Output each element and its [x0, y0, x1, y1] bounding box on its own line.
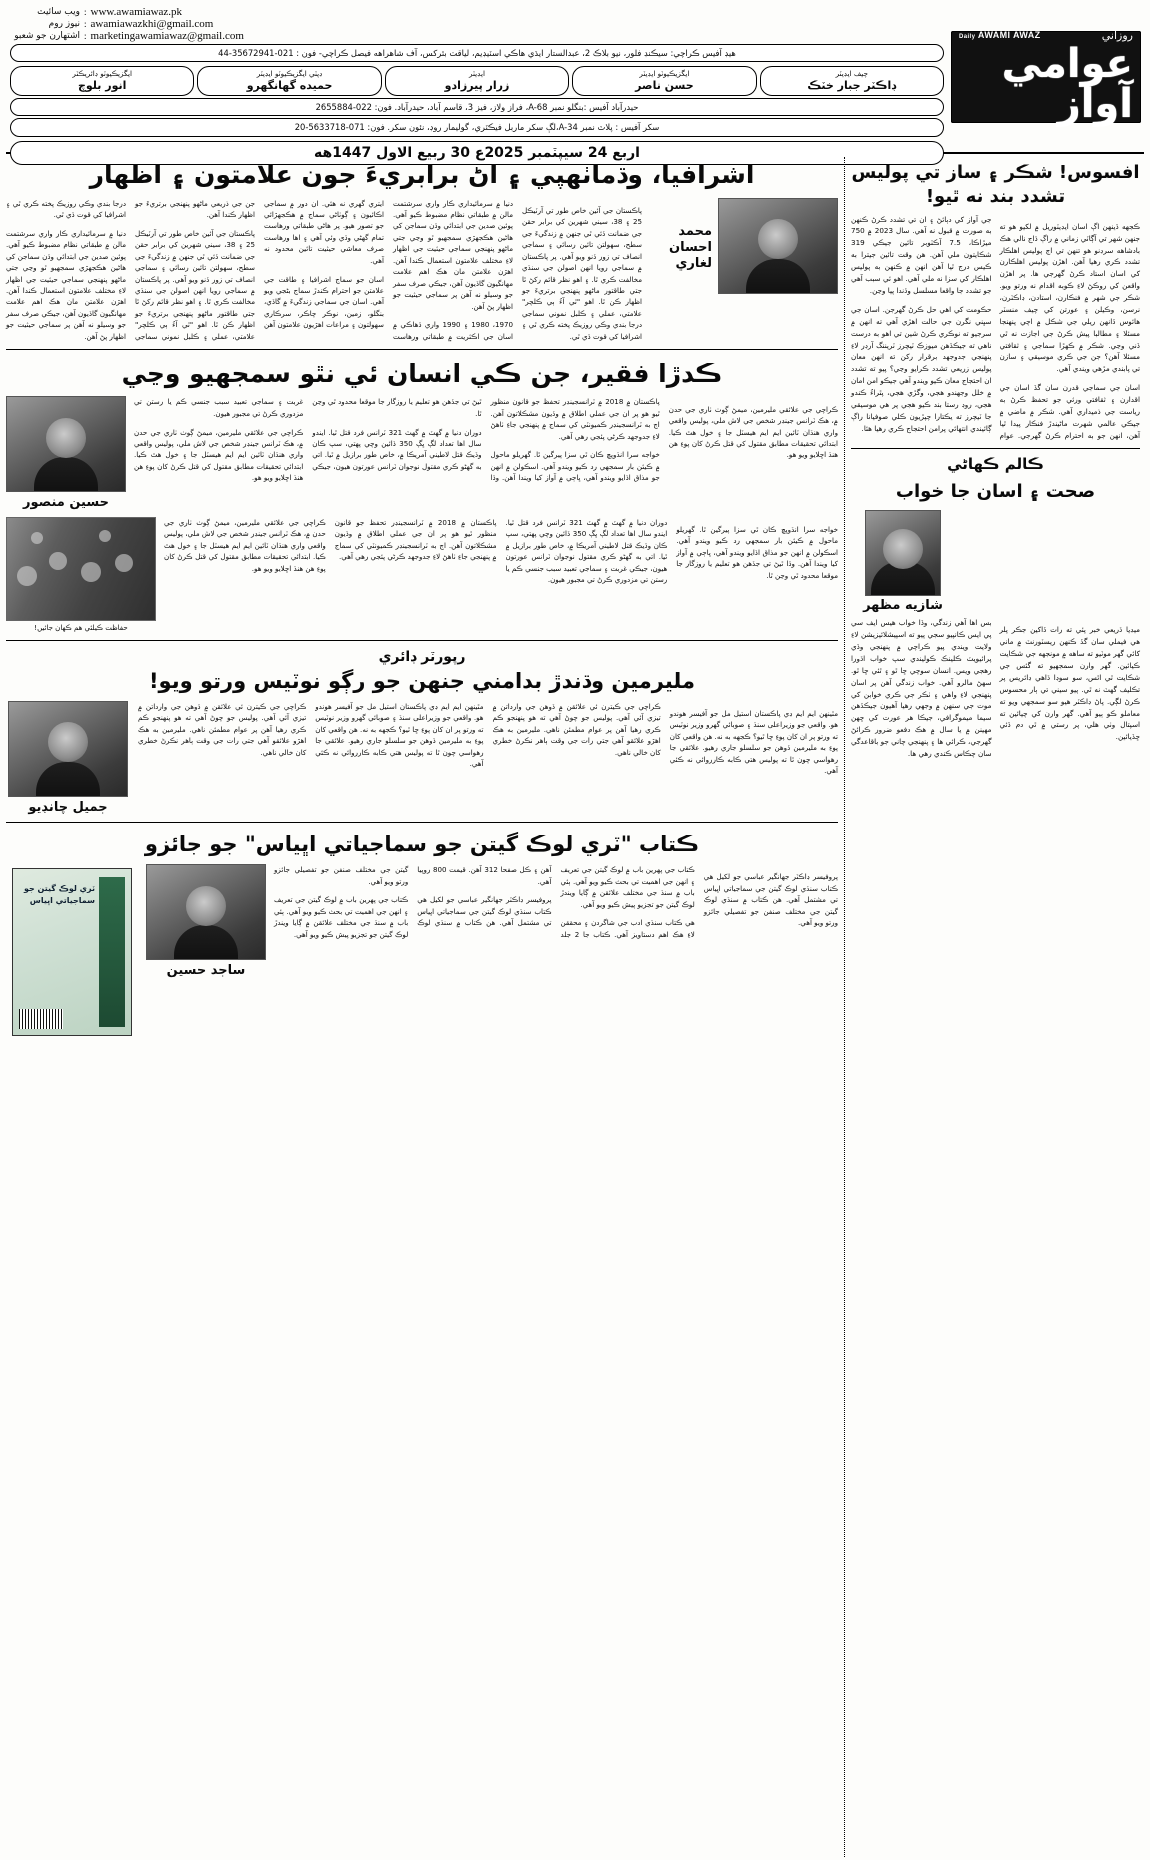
editorial-headline: افسوس! شڪر ۽ ساز تي پوليس تشدد بند نه ٿيو! [851, 162, 1140, 208]
article-para: ڪتاب جي پهرين باب ۾ لوڪ گيتن جي تعريف ۽ انهن جي اهميت تي بحث ڪيو ويو آهي. ٻئي باب ۾ سنڌ جي مختلف علائقن ۾ ڳايا ويندڙ لوڪ گيتن جو تجزيو پيش ڪيو ويو آهي. [274, 895, 409, 939]
article-para: دنيا ۾ سرمائيداري ڪار واري سرشتمت مالن ۾ طبقاتي نظام مضبوط ڪيو آهي. پوئين صدين جي ابتدائي وڏن سماجن کي هاڻين هڪجهڙي سمجهيو ٿو وڃي جتي ماڻهو پنهنجي سماجي حيثيت جي اظهار لاءِ مختلف علامتون استعمال ڪندا آهن. اهڙن علامتن مان هڪ اهم علامت مهانگيون گاڏيون آهن، جيڪي صرف سفر جو وسيلو نه آهن پر سماجي حيثيت جو اظهار پڻ آهن. [393, 198, 513, 311]
protest-photo [6, 517, 156, 621]
colon: : [84, 31, 87, 41]
article-byline [6, 701, 130, 816]
article-para: پروفيسر ڊاڪٽر جهانگير عباسي جو لکيل هي ڪتاب سنڌي لوڪ گيتن جي سماجياتي اڀياس تي مشتمل آهي. هن ڪتاب ۾ سنڌي لوڪ گيتن جي مختلف صنفن جو تفصيلي جائزو ورتو ويو آهي. [274, 865, 552, 928]
article-book-review [6, 829, 838, 1851]
article-para: ڪراچي جي علائقي مليرمين، ميمڻ ڳوٺ ٺاري جي حدن ۾، هڪ ٽرانس جينڊر شخص جي لاش ملي، پوليس واقعي واري هنڌان ٽائين ايم ايم هيسٽل جا ۽ خول هٿ ڪيا. ابتدائي تحقيقات مطابق مقتول کي قتل ڪرڻ کان پوءِ هن هنڌ اڇلايو ويو هو. [134, 427, 304, 483]
column-story-byline [851, 510, 955, 614]
article-para: دوران دنيا ۾ گهٽ ۾ گهٽ 321 ٽرانس فرد قتل ٿيا. ايندو سال اها تعداد لڳ ڀڳ 350 ڏائين وچي پهتي، سپ ڪان وڌيڪ قتل لاطيني آمريڪا ۾، خاص طور برازيل ۾ ٿيا. اتي به گهڻو ڪري مقتول نوجوان ٽرانس عورتون هيون، جيڪي غربت ۽ سماجي تعبيد سبب جنسي ڪم يا رستن تي مزدوري ڪرڻ تي مجبور هيون. [134, 397, 482, 471]
staff-chief-editor [760, 66, 944, 96]
article-para: مٿينهن ايم ايم ڊي پاڪستان استيل مل جو آفيسر هوندو هو. واقعي جو وزيراعلى سنڌ ۽ صوبائي گهرو وزير نوٽيس ته ورتو پر ان کان پوءِ ڇا ٿيو؟ ڪجهه به نه. هن واقعي کان پوءِ به مليرمين ڏوهن جو سلسلو جاري رهيو. علائقي جا رهواسي چون ٿا ته پوليس هتي ڪابه ڪارروائي نه ڪئي آهي. [669, 708, 838, 776]
editorial-para-1: ڪجهه ڏينهن اڳ اسان ايڊيٽوريل ۾ لکيو هو ته جنهن شهر تي آڳاٽي زماني ۾ راڳ ڌاج نالي هڪ بادشاهه سرڊنو هو تنهن تي اڄ پوليس اهلڪار تشدد ڪري رهيا آهن. اهڙن پوليس اهلڪارن کي اسان استاد ڪرڻ گهرجي ها. پر اهڙن واقعن کي روڪڻ لاءِ ڪوبه اقدام نه ورتو ويو. شڪر جي شهر ۾ فنڪارن، استادن، ڊاڪٽرن، نرسن، وڪيلن ۽ عورتن کي چيف منسٽر هائوس ڏانهن ريلي جي شڪل ۾ اچي پنهنجا مسئلا ۽ مطالبا پيش ڪرڻ جي اجازت نه ٿي ڏني وڃي. شڪر ۾ ڪهڙا سماجي ۽ ثقافتي مسئلا آهن؟ جن جي ڪري موسيقي ۽ سازن تي پابندي مڙهي ويندي آهي. [999, 221, 1140, 374]
logo-rozani-label: روزاني [1101, 28, 1133, 42]
author-photo [865, 510, 941, 596]
staff-name: انور بلوچ [77, 79, 127, 93]
staff-role: ايگزيڪيوٽو ايڊيٽر [639, 69, 690, 79]
article-para: ڪراچي جي ڪيترن ئي علائقن ۾ ڏوهن جي وارداتن ۾ تيزي آئي آهي. پوليس جو چوڻ آهي ته هو پنهنجو ڪم ڪري رهيا آهن پر عوام مطمئن ناهي. مليرمين به هڪ اهڙو علائقو آهي جتي رات جي وقت ٻاهر نڪرڻ خطري کان خالي ناهي. [138, 701, 307, 757]
staff-name: حسن ناصر [635, 79, 694, 93]
masthead [6, 4, 1144, 161]
contact-value-website[interactable]: www.awamiawaz.pk [90, 6, 183, 18]
contact-value-newsroom[interactable]: awamiawazkhi@gmail.com [90, 18, 214, 30]
article-byline [146, 864, 266, 1040]
staff-masthead-row [10, 66, 944, 96]
office-address-sukkur: سکر آفيس : پلاٽ نمبر A-34،لڳ سکر ماربل فيڪٽري، گوليمار روڊ، نئون سکر. فون: 071-5633718-20 [10, 118, 944, 136]
article-para: ڪراچي جي علائقي مليرمين، ميمڻ ڳوٺ ٺاري جي حدن ۾، هڪ ٽرانس جينڊر شخص جي لاش ملي، پوليس واقعي واري هنڌان ٽائين ايم ايم هيسٽل جا ۽ خول هٿ ڪيا. ابتدائي تحقيقات مطابق مقتول کي قتل ڪرڻ کان پوءِ هن هنڌ اڇلايو ويو هو. [668, 404, 838, 460]
article-headline: ڪتاب "ٽري لوڪ گيتن جو سماجياتي اڀياس" جو جائزو [144, 832, 700, 857]
author-name: ساجد حسين [166, 963, 246, 979]
article-para: دنيا ۾ سرمائيداري ڪار واري سرشتمت مالن ۾ طبقاتي نظام مضبوط ڪيو آهي. پوئين صدين جي ابتدائي وڏن سماجن کي هاڻين هڪجهڙي سمجهيو ٿو وڃي جتي ماڻهو پنهنجي سماجي حيثيت جي اظهار لاءِ مختلف علامتون استعمال ڪندا آهن. اهڙن علامتن مان هڪ اهم علامت مهانگيون گاڏيون آهن، جيڪي صرف سفر جو وسيلو نه آهن پر سماجي حيثيت جو اظهار پڻ آهن. [6, 228, 126, 341]
contact-value-marketing[interactable]: marketingawamiawaz@gmail.com [90, 30, 244, 42]
article-headline: مليرمين وڌندڙ بدامني جنهن جو رڳو نوٽيس ورتو ويو! [148, 668, 696, 693]
article-byline [6, 396, 126, 511]
article-para: پاڪستان جي آئين خاص طور تي آرٽيڪل 25 ۽ 38، سيني شهرين کي برابر حقن جي ضمانت ڏئي ٿي جنهن ۾ زندگيءَ جي سطح، سهولتن تائين رسائي ۽ سماجي انصاف تي زور ڏنو ويو آهي. پر پاڪستان ۾ سماجي رويا انهن اصولن جي سنڌي مخالفت ڪري ٿا. ۽ اهو نظر قائم رکڻ ٿا جتي طاقتور ماڻهو پنهنجي برتريءَ جو اظهار ڪن ٿا. اهو "ٿي آءُ ٻي ڪلچر" علامتي، عملي ۽ ڪلبل نموني سماجي درجا بندي وڪي روزيڪ پخته ڪري ٿي ۽ اشرافيا کي قوت ڏي ٿي. [522, 205, 642, 341]
article-para: ڪراچي جي علائقي مليرمين، ميمڻ ڳوٺ ٺاري جي حدن ۾، هڪ ٽرانس جينڊر شخص جي لاش ملي، پوليس واقعي واري هنڌان ٽائين ايم ايم هيسٽل جا ۽ خول هٿ ڪيا. ابتدائي تحقيقات مطابق مقتول کي قتل ڪرڻ کان پوءِ هن هنڌ اڇلايو ويو هو. [164, 517, 326, 573]
article-para: هي ڪتاب سنڌي ادب جي شاگردن ۽ محققن لاءِ هڪ اهم دستاويز آهي. ڪتاب جا 2 جلد آهن ۽ ڪل صفحا 312 آهن. قيمت 800 روپيا آهي. [417, 865, 695, 939]
article-para: ڪتاب جي پهرين باب ۾ لوڪ گيتن جي تعريف ۽ انهن جي اهميت تي بحث ڪيو ويو آهي. ٻئي باب ۾ سنڌ جي مختلف علائقن ۾ ڳايا ويندڙ لوڪ گيتن جو تجزيو پيش ڪيو ويو آهي. [560, 865, 695, 909]
section-tag-column-story: ڪالم ڪهاڻي [947, 454, 1044, 473]
staff-editor [385, 66, 569, 96]
colon: : [84, 19, 87, 29]
author-name: شازيه مظهر [863, 598, 943, 614]
article-para: ڪراچي جي ڪيترن ئي علائقن ۾ ڏوهن جي وارداتن ۾ تيزي آئي آهي. پوليس جو چوڻ آهي ته هو پنهنجو ڪم ڪري رهيا آهن پر عوام مطمئن ناهي. مليرمين به هڪ اهڙو علائقو آهي جتي رات جي وقت ٻاهر نڪرڻ خطري کان خالي ناهي. [492, 701, 661, 757]
column-story-para-1: ميڊيا ڌريعي خبر پئي ته رات ڏاکين جڪر پلر هي فيملي سان گڏ ڪنهن ريسٽورنٽ ۾ ماني کائي گهر موٽيو ته ساهه ۾ مونجهه جي شڪايت ڪيائين. گهر وارن سمجهيو ته گئس جي شڪايت ٿي اٿس، سو سوڊا ڌاهي ڊائريس پر تڪليف گهٽ نه ٿي. پيو سيني تي ٻار محسوس ڪرڻ لڳي. پاڻ ڊاڪٽر هيو سو سمجهي ويو ته معاملو ڪو ٻيو آهي. گهر وارن کي چيائين ته اسپتال وٺي هلي، پر رستي ۾ ٿي دم ڏئي ڇڏيائين. [999, 625, 1140, 742]
news-photo-block [6, 517, 156, 634]
author-photo [718, 198, 838, 294]
contact-row-marketing[interactable] [10, 30, 944, 42]
logo-en-daily: Daily [959, 34, 976, 40]
article-body [134, 396, 838, 483]
staff-role: ايڊيٽر [469, 69, 485, 79]
article-para: خواجه سرا انڌوپڇ ڪان ٿي سزا پيرگين ٿا. گهريلو ماحول ۾ ڪيئن بار سمجهي رد ڪيو ويندو آهي. اسڪولن ۾ انهن جو مذاق اڏايو ويندو آهي، ڀاڄي ۾ آواز کيا ويندا آهن. وڏا ٿيڻ تي جڏهن هو تعليم يا روزگار جا موقعا محدود ٿي وڃن ٿا. [676, 524, 838, 580]
article-body [138, 701, 838, 777]
contact-row-newsroom[interactable] [10, 18, 944, 30]
publication-date: اربع 24 سيپٽمبر 2025ع 30 ربيع الاول 1447هه [10, 141, 944, 165]
contact-row-website[interactable] [10, 6, 944, 18]
article-para: پاڪستان ۾ 2018 ۾ ٽرانسجينڊر تحفظ جو قانون منظور ٿيو هو پر ان جي عملي اطلاق ۾ وڏيون مشڪلاتون آهن. اڄ به ٽرانسجينڊر ڪميونٽي کي سماج ۾ پنهنجي جاءِ ٺاهڻ لاءِ جدوجهد ڪرڻي پئجي رهي آهي. [334, 517, 497, 562]
author-name: محمد احسان لغاري [668, 223, 712, 271]
staff-name: حميده گهانگهرو [246, 79, 333, 93]
staff-role: ايگزيڪيوٽو ڊائريڪٽر [72, 69, 132, 79]
article-kadra-faqir [6, 356, 838, 641]
staff-role: ڊپٽي ايگزيڪيوٽو ايڊيٽر [256, 69, 323, 79]
author-name: جميل چانڊيو [28, 799, 108, 815]
logo-english-name [959, 30, 1041, 40]
logo-title: عوامي آواز [1001, 40, 1133, 127]
article-body [274, 864, 838, 940]
author-photo [6, 396, 126, 492]
contact-list [10, 6, 944, 42]
logo-plate [951, 28, 1141, 127]
logo-en-title: AWAMI AWAZ [977, 30, 1041, 40]
article-para: پروفيسر ڊاڪٽر جهانگير عباسي جو لکيل هي ڪتاب سنڌي لوڪ گيتن جي سماجياتي اڀياس تي مشتمل آهي. هن ڪتاب ۾ سنڌي لوڪ گيتن جي مختلف صنفن جو تفصيلي جائزو ورتو ويو آهي. [703, 872, 838, 928]
article-body-cont [164, 517, 838, 586]
rail-divider [851, 448, 1140, 449]
staff-executive-editor [572, 66, 756, 96]
article-para: دوران دنيا ۾ گهٽ ۾ گهٽ 321 ٽرانس فرد قتل ٿيا. ايندو سال اها تعداد لڳ ڀڳ 350 ڏائين وچي پهتي، سپ ڪان وڌيڪ قتل لاطيني آمريڪا ۾، خاص طور برازيل ۾ ٿيا. اتي به گهڻو ڪري مقتول نوجوان ٽرانس عورتون هيون، جيڪي غربت ۽ سماجي تعبيد سبب جنسي ڪم يا رستن تي مزدوري ڪرڻ تي مجبور هيون. [505, 517, 668, 585]
book-cover-image [12, 868, 132, 1036]
contact-label-marketing: اشتهارن جو شعبو [14, 31, 80, 41]
article-lead-feature [6, 157, 838, 350]
editorial-para-2: اسان جي سماجي قدرن سان گڏ اسان جي اقدارن ۽ ثقافتي ورثي جو تحفظ ڪرڻ به رياست جي ذميداري آهي. شڪر ۾ ماضي ۾ جيڪي عالمي شهرت ماڻيندڙ فنڪار پيدا ٿيا آهن، انهن جو به احترام ڪرڻ گهرجي. عوام جي آواز کي دٻائڻ ۽ ان تي تشدد ڪرڻ ڪنهن به صورت ۾ قبول نه آهي. سال 2023 ۾ 750 ميڙاڪا، 7.5 آڪٽوبر تائين جيڪي 319 شڪايتون ملي آهن. هن وقت تائين جيترا به ڪيس درج ٿيا آهن انهن ۾ ڪنهن به پوليس اهلڪار کي سزا نه ملي آهي. اهو ئي سبب آهي جو تشدد جا واقعا مسلسل وڌندا پيا وڃن. [851, 214, 1140, 440]
article-para: مٿينهن ايم ايم ڊي پاڪستان استيل مل جو آفيسر هوندو هو. واقعي جو وزيراعلى سنڌ ۽ صوبائي گهرو وزير نوٽيس ته ورتو پر ان کان پوءِ ڇا ٿيو؟ ڪجهه به نه. هن واقعي کان پوءِ به مليرمين ڏوهن جو سلسلو جاري رهيو. علائقي جا رهواسي چون ٿا ته پوليس هتي ڪابه ڪارروائي نه ڪئي آهي. [315, 701, 484, 769]
article-para: اسان جو سماج اشرافيا ۽ طاقت جي علامتن جو احترام ڪندڙ سماج بڻجي ويو آهي. اسان جي سماجي زندگيءَ ۾ گاڏي، بنگلو، زمين، نوڪر چاڪر، سرڪاري سهولتون ۽ مراعات اهڙيون علامتون آهن جن جي ذريعي ماڻهو پنهنجي برتريءَ جو اظهار ڪندا آهن. [135, 198, 384, 330]
page-body [6, 157, 1144, 1857]
article-para: خواجه سرا انڌوپڇ ڪان ٿي سزا پيرگين ٿا. گهريلو ماحول ۾ ڪيئن بار سمجهي رد ڪيو ويندو آهي. اسڪولن ۾ انهن جو مذاق اڏايو ويندو آهي، ڀاڄي ۾ آواز کيا ويندا آهن. وڏا ٿيڻ تي جڏهن هو تعليم يا روزگار جا موقعا محدود ٿي وڃن ٿا. [312, 397, 660, 483]
book-cover-title: ٽري لوڪ گيتن جو سماجياتي اڀياس [23, 884, 95, 905]
article-headline: اشرافيا، وڌماٺهپي ۽ اڻ برابريءَ جون علامتون ۽ اظهار [89, 160, 755, 189]
book-cover-block [6, 864, 138, 1040]
office-address-karachi: هيڊ آفيس ڪراچي: سيڪنڊ فلور، نيو بلاڪ 2، عبدالستار ايڌي هاڪي اسٽيڊيم، لياقت بئركس، آف شاهراهه فيصل ڪراچي- فون : 021-35672941-44 [10, 44, 944, 62]
article-body [6, 198, 642, 343]
article-para: 1970، 1980 ۽ 1990 واري ڏهاڪي ۾ اسان جي اڪثريت ۾ طبقاتي ورهاست ايتري گهري نه هئي. ان دور ۾ سماجي اڪائيون ۽ ڳوٺاڻي سماج ۾ هڪجهڙائي جو تصور هيو. پر هاڻي طبقاتي ورهاست تمام گهڻي وڌي وئي آهي ۽ اها ورهاست صرف معاشي حيثيت تائين محدود نه آهي. [264, 198, 513, 341]
staff-deputy-executive-editor [197, 66, 381, 96]
editorial-rail [844, 157, 1144, 1857]
main-article-area [6, 157, 844, 1857]
office-address-hyderabad: حيدرآباد آفيس :بنگلو نمبر A-68، فراز ولاز، فيز 3، قاسم آباد، حيدرآباد. فون: 022-2655884 [10, 98, 944, 116]
book-cover-strip [99, 877, 125, 1027]
author-name: حسين منصور [23, 495, 109, 511]
column-story-para-2: بس اها آهي زندگي، وڏا خواب هيس ايف سي پي ايس ڪانپيو سجي پيو ته اسپيشلائيزيشن لاءِ ولايت ويندي پيو ڪراچي ۾ پنهنجي وڏي پرائيويٽ ڪلينڪ ڪوليندي سپ خواب اڌورا رهجي ويس. انسان سوچي ڇا ٿو ۽ ٿئي ڇا ٿو. سهڻ مالرو آهي. خواب زندگي آهن پر اسان پنهنجي لاءِ واهي ۽ ٺڪر جي ڪري خوابن کي موت جي سنهن ۾ وجهي رهيا آهيون جيڪڏهن سيما ميموگرافي، جيڪا هر عورت کي ڇهن مهينن ۾ يا سال ۾ هڪ دفعو ضرور ڪرائڻ گهرجي، ڪرائي ها ۽ پنهنجي چاني جو باقاعدگي سان چڪاس ڪندي رهي ها. [851, 618, 992, 758]
author-photo [146, 864, 266, 960]
column-story-body [851, 617, 1140, 760]
article-para: پاڪستان ۾ 2018 ۾ ٽرانسجينڊر تحفظ جو قانون منظور ٿيو هو پر ان جي عملي اطلاق ۾ وڏيون مشڪلاتون آهن. اڄ به ٽرانسجينڊر ڪميونٽي کي سماج ۾ پنهنجي جاءِ ٺاهڻ لاءِ جدوجهد ڪرڻي پئجي رهي آهي. [490, 397, 660, 441]
article-headline: ڪدڙا فقير، جن ڪي انسان ئي نٿو سمجهيو وڃي [121, 358, 723, 388]
article-byline [648, 198, 838, 296]
contact-label-newsroom: نيوز روم [48, 19, 80, 29]
colon: : [84, 7, 87, 17]
logo-top-row [959, 29, 1133, 42]
contact-label-website: ويب سائيٽ [37, 7, 80, 17]
article-para: پاڪستان جي آئين خاص طور تي آرٽيڪل 25 ۽ 38، سيني شهرين کي برابر حقن جي ضمانت ڏئي ٿي جنهن ۾ زندگيءَ جي سطح، سهولتن تائين رسائي ۽ سماجي انصاف تي زور ڏنو ويو آهي. پر پاڪستان ۾ سماجي رويا انهن اصولن جي سنڌي مخالفت ڪري ٿا. ۽ اهو نظر قائم رکڻ ٿا جتي طاقتور ماڻهو پنهنجي برتريءَ جو اظهار ڪن ٿا. اهو "ٿي آءُ ٻي ڪلچر" علامتي، عملي ۽ ڪلبل نموني سماجي درجا بندي وڪي روزيڪ پخته ڪري ٿي ۽ اشرافيا کي قوت ڏي ٿي. [6, 198, 255, 341]
staff-role: چيف ايڊيٽر [835, 69, 868, 79]
staff-name: زرار پيرزادو [444, 79, 510, 93]
staff-name: ڊاڪٽر جبار خٽڪ [807, 79, 897, 93]
article-reporter-diary [6, 647, 838, 824]
editorial-body [851, 214, 1140, 442]
photo-caption: حفاظت ڪيلئي هم ڪهان جائيں! [34, 623, 128, 632]
barcode-icon [19, 1009, 63, 1029]
column-story-headline: صحت ۽ اسان جا خواب [895, 480, 1096, 502]
staff-executive-director [10, 66, 194, 96]
masthead-logo[interactable] [948, 4, 1144, 150]
section-tag-reporter-diary: رپورٽر ڊائري [378, 648, 466, 665]
masthead-info [6, 4, 948, 161]
editorial-para-3: حڪومت کي اهي حل ڪرڻ گهرجن. اسان جي سڀني نگرن جي حالت اهڙي آهي ته انهن ۾ سرجيو ته نوڪري ڪرڻ شين تي اهو به درست ناهي ته جيڪڏهن ميوزڪ ٽيچرز ٽريننگ آرڊر لاءِ پنهنجي جدوجهد برقرار رکن ته انهن معان پوليس زريعي تشدد ڪرايو وڃي؟ پيو ته تشدد ان احتجاج معان ڪيو ويندو آهي جيڪو امن امان ۾ خلل وجهندو هجي، وگڙي هجي، پٿراءُ ڪندو هجي، روڊ رستا بند ڪيو هجي پر هي موسيقي جا ٽيچرز ته يڪتارا چپڙيون ڪلي صوفيانا راڳ ڳائيندي انتهائي پرامن احتجاج ڪري رهيا هئا. [851, 304, 992, 433]
author-photo [8, 701, 128, 797]
